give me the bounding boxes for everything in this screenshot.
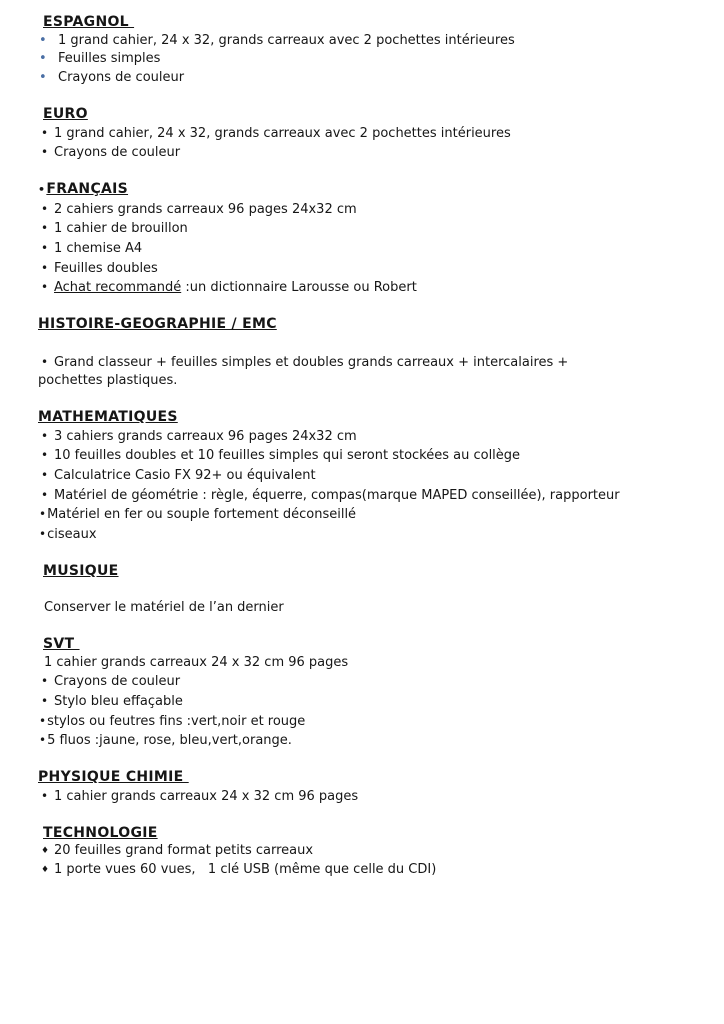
section-title: MATHEMATIQUES <box>38 408 178 425</box>
bullet-icon: • <box>41 260 49 275</box>
item-text: Grand classeur + feuilles simples et doubles grands carreaux + intercalaires + <box>54 354 569 370</box>
item-text-continuation: pochettes plastiques. <box>38 373 178 389</box>
item-text: 1 cahier grands carreaux 24 x 32 cm 96 pages <box>44 654 349 670</box>
item-text: Crayons de couleur <box>58 70 185 86</box>
item-text: stylos ou feutres fins :vert,noir et rouge <box>47 713 306 729</box>
item-text-underlined: Achat recommandé <box>54 280 182 296</box>
item-text: 10 feuilles doubles et 10 feuilles simples qui seront stockées au collège <box>54 448 521 464</box>
list-item <box>38 259 696 279</box>
list-item <box>38 427 696 447</box>
list-item <box>38 731 696 751</box>
section-francais <box>38 180 696 298</box>
item-text: 2 cahiers grands carreaux 96 pages 24x32 cm <box>54 201 357 217</box>
item-text: 5 fluos :jaune, rose, bleu,vert,orange. <box>47 733 292 749</box>
list-item <box>38 692 696 712</box>
bullet-icon: ♦ <box>41 864 50 875</box>
bullet-icon: • <box>39 70 47 86</box>
item-text: 1 grand cahier, 24 x 32, grands carreaux avec 2 pochettes intérieures <box>58 32 515 48</box>
bullet-icon: • <box>39 51 47 67</box>
bullet-icon: • <box>41 125 49 140</box>
item-text: 1 chemise A4 <box>54 241 143 257</box>
list-item <box>38 486 696 506</box>
item-text: Calculatrice Casio FX 92+ ou équivalent <box>54 468 316 484</box>
list-item <box>38 69 696 88</box>
section-title: FRANÇAIS <box>46 180 129 197</box>
item-text: Matériel de géométrie : règle, équerre, compas(marque MAPED conseillée), rapporteur <box>54 487 620 503</box>
section-title: EURO <box>43 105 88 122</box>
bullet-icon: • <box>41 221 49 236</box>
bullet-icon: • <box>39 507 47 522</box>
item-text: 1 porte vues 60 vues, 1 clé USB (même que celle du CDI) <box>54 861 437 877</box>
bullet-icon: • <box>41 428 49 443</box>
bullet-icon: ♦ <box>41 846 50 857</box>
section-svt <box>38 635 696 751</box>
section-title: ESPAGNOL <box>43 14 135 30</box>
section-heading <box>38 13 696 32</box>
list-item <box>38 278 696 298</box>
item-text: Feuilles simples <box>58 51 161 67</box>
section-title: HISTOIRE-GEOGRAPHIE / EMC <box>38 316 277 333</box>
item-text: Feuilles doubles <box>54 260 158 276</box>
section-heading <box>38 635 696 654</box>
section-heading <box>38 105 696 124</box>
list-item <box>38 861 696 880</box>
bullet-icon: • <box>41 145 49 160</box>
list-item <box>38 599 696 618</box>
section-euro <box>38 105 696 163</box>
section-title: PHYSIQUE CHIMIE <box>38 769 189 786</box>
section-heading <box>38 562 696 581</box>
bullet-icon: • <box>41 694 49 709</box>
bullet-icon: • <box>41 468 49 483</box>
list-item <box>38 672 696 692</box>
blank-line <box>38 334 696 353</box>
list-item <box>38 32 696 51</box>
list-item <box>38 124 696 144</box>
list-item <box>38 200 696 220</box>
item-text: 3 cahiers grands carreaux 96 pages 24x32 cm <box>54 428 357 444</box>
bullet-icon: • <box>41 354 49 369</box>
bullet-icon: • <box>41 241 49 256</box>
bullet-icon: • <box>41 788 49 803</box>
list-item <box>38 446 696 466</box>
section-physique-chimie <box>38 768 696 806</box>
blank-line <box>38 581 696 600</box>
list-item <box>38 712 696 732</box>
bullet-icon: • <box>41 448 49 463</box>
bullet-icon: • <box>41 674 49 689</box>
document-content <box>38 13 696 880</box>
bullet-icon: • <box>39 733 47 748</box>
item-text: Matériel en fer ou souple fortement déconseillé <box>47 507 357 523</box>
bullet-icon: • <box>38 182 46 196</box>
list-item <box>38 505 696 525</box>
item-text: ciseaux <box>47 527 97 543</box>
section-heading <box>38 180 696 200</box>
list-item <box>38 525 696 545</box>
section-heading <box>38 408 696 427</box>
item-text: 20 feuilles grand format petits carreaux <box>54 843 314 859</box>
list-item <box>38 219 696 239</box>
section-heading <box>38 315 696 334</box>
list-item <box>38 353 696 391</box>
section-musique <box>38 562 696 618</box>
section-title: SVT <box>43 635 80 652</box>
bullet-icon: • <box>39 713 47 728</box>
list-item <box>38 239 696 259</box>
bullet-icon: • <box>39 32 47 48</box>
item-text: Stylo bleu effaçable <box>54 694 183 710</box>
list-item <box>38 842 696 861</box>
list-item <box>38 466 696 486</box>
section-title: MUSIQUE <box>43 562 119 579</box>
item-text: 1 grand cahier, 24 x 32, grands carreaux avec 2 pochettes intérieures <box>54 125 511 141</box>
section-heading <box>38 824 696 843</box>
bullet-icon: • <box>41 487 49 502</box>
item-text: 1 cahier de brouillon <box>54 221 188 237</box>
item-text: Crayons de couleur <box>54 145 181 161</box>
list-item <box>38 50 696 69</box>
section-espagnol <box>38 13 696 88</box>
bullet-icon: • <box>41 201 49 216</box>
section-title: TECHNOLOGIE <box>43 824 158 841</box>
list-item <box>38 787 696 807</box>
item-text: 1 cahier grands carreaux 24 x 32 cm 96 pages <box>54 788 359 804</box>
item-text: Conserver le matériel de l’an dernier <box>44 600 284 616</box>
item-text: :un dictionnaire Larousse ou Robert <box>181 280 417 296</box>
section-heading <box>38 768 696 787</box>
section-histoire-geographie-emc <box>38 315 696 391</box>
list-item <box>38 143 696 163</box>
bullet-icon: • <box>39 527 47 542</box>
section-technologie <box>38 824 696 880</box>
list-item <box>38 654 696 673</box>
bullet-icon: • <box>41 280 49 295</box>
section-mathematiques <box>38 408 696 545</box>
item-text: Crayons de couleur <box>54 674 181 690</box>
